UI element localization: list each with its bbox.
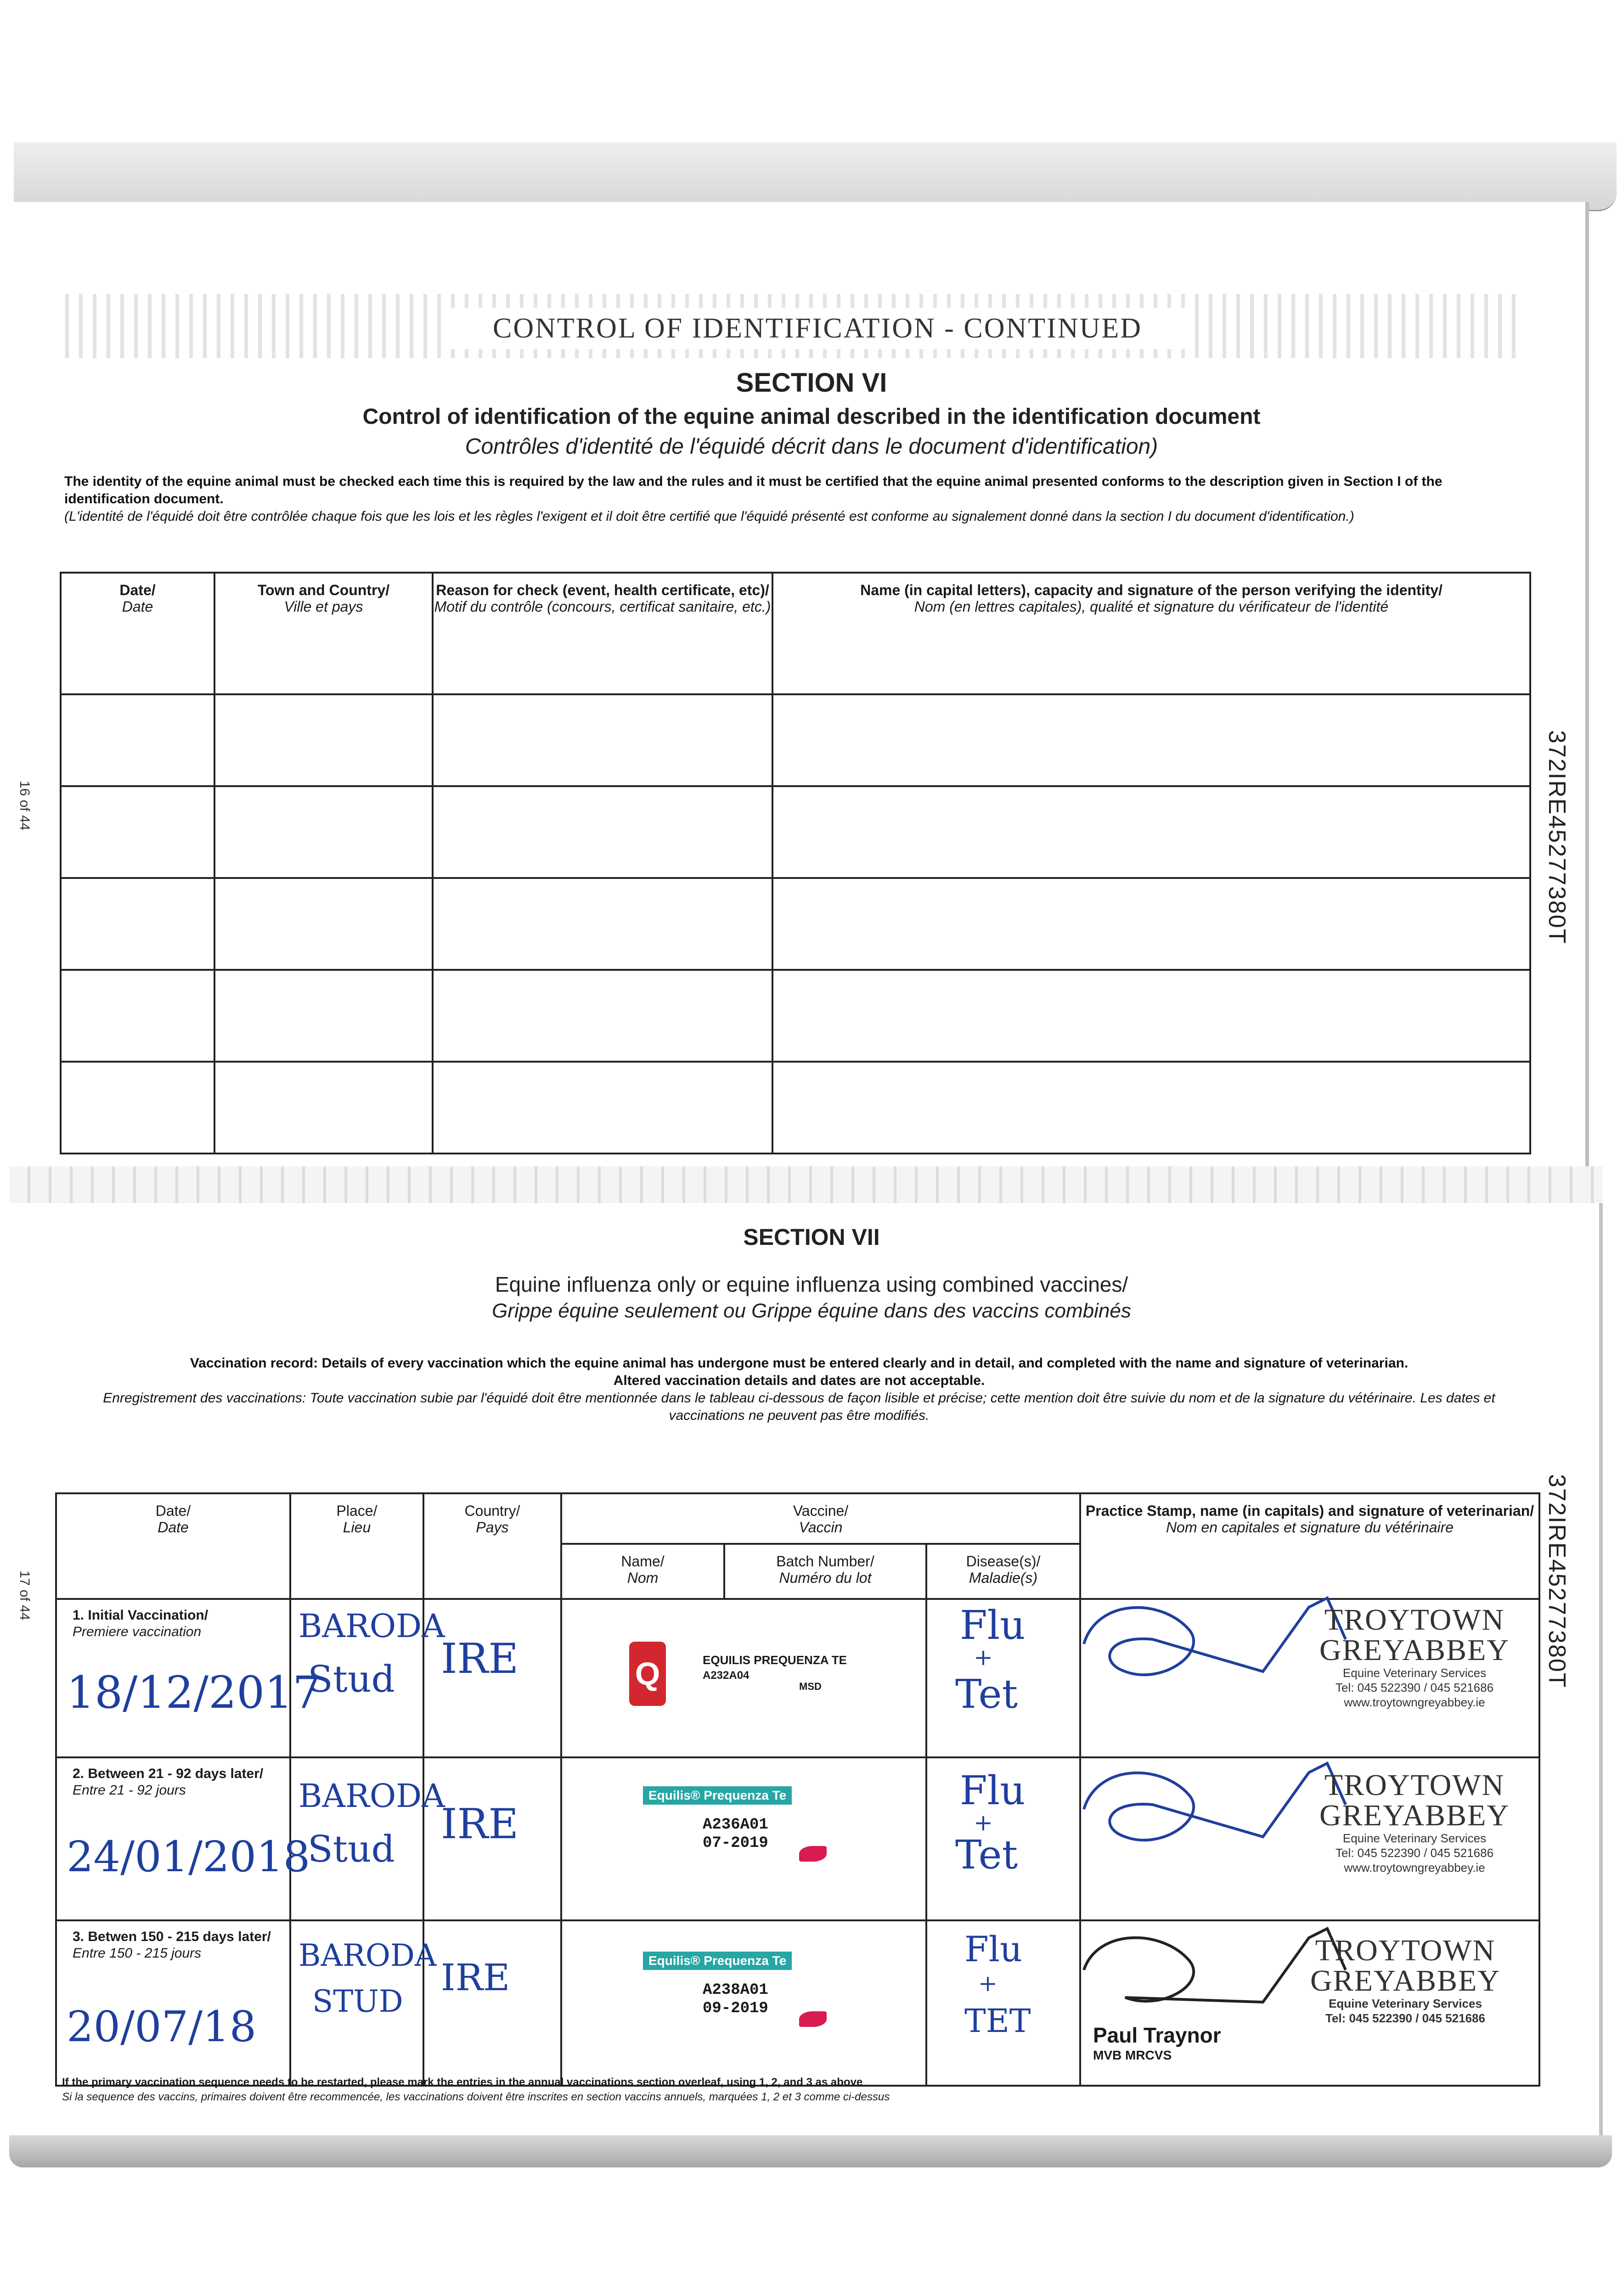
handwritten-disease: + [978,1970,997,1997]
empty-cell[interactable] [772,1062,1530,1154]
section-banner-title: CONTROL OF IDENTIFICATION - CONTINUED [450,308,1185,349]
vaccine-sticker [625,1630,882,1717]
handwritten-place: BARODA [299,1777,445,1815]
practice-stamp: TROYTOWN GREYABBEY Equine Veterinary Services Tel: 045 522390 / 045 521686 www.troytowngreyabbey.ie [1319,1603,1510,1709]
handwritten-country: IRE [441,1956,510,1999]
page-number-upper: 16 of 44 [17,781,32,831]
vaccine-name: Equilis® Prequenza Te [643,1952,792,1970]
handwritten-date: 18/12/2017 [67,1667,321,1718]
empty-cell[interactable] [433,878,772,970]
section-7-subtitle-fr: Grippe équine seulement ou Grippe équine dans des vaccins combinés [492,1300,1131,1322]
table-header-row [61,573,1530,694]
handwritten-country: IRE [441,1800,519,1848]
empty-cell[interactable] [61,878,214,970]
vaccine-name: EQUILIS PREQUENZA TE [703,1653,847,1667]
passport-id-upper: 372IRE45277380T [1544,730,1570,945]
handwritten-place: BARODA [299,1938,437,1973]
col-date: Date/ Date [61,573,214,694]
col-vacc-place: Place/ Lieu [290,1493,423,1599]
handwritten-disease: + [974,1644,993,1671]
handwritten-disease: Flu [960,1768,1026,1814]
col-disease: Disease(s)/ Maladie(s) [926,1544,1080,1599]
identification-check-table [60,572,1531,1154]
handwritten-place: STUD [312,1984,403,2019]
table-row [61,970,1530,1062]
table-row [61,694,1530,786]
vaccine-maker: MSD [799,1681,822,1692]
vaccine-mark [799,2011,827,2027]
section-7-intro-en2: Altered vaccination details and dates are not acceptable. [613,1373,985,1388]
col-practice-stamp: Practice Stamp, name (in capitals) and signature of veterinarian/ Nom en capitales et signature du vétérinaire [1080,1493,1539,1599]
section-6-title: SECTION VI [736,368,887,398]
practice-stamp: TROYTOWN GREYABBEY Equine Veterinary Services Tel: 045 522390 / 045 521686 [1310,1934,1501,2025]
empty-cell[interactable] [61,970,214,1062]
section-7-intro [64,1355,1534,1424]
row-label: 3. Betwen 150 - 215 days later/ Entre 150 - 215 jours [73,1929,271,1961]
vaccination-header-row [56,1493,1539,1544]
empty-cell[interactable] [772,970,1530,1062]
table-row [61,878,1530,970]
empty-cell[interactable] [772,878,1530,970]
col-verifier: Name (in capital letters), capacity and signature of the person verifying the identity/ Nom (en lettres capitales), qualité et signature du vérificateur de l'identité [772,573,1530,694]
passport-id-lower: 372IRE45277380T [1544,1474,1570,1688]
empty-cell[interactable] [772,786,1530,878]
section-6-intro-fr: (L'identité de l'équidé doit être contrôlée chaque fois que les lois et les règles l'exigent et il doit être certifié que l'équidé présenté est conforme au signalement donné dans la section I du document d'identification.) [64,509,1354,524]
vaccine-batch: A232A04 [703,1669,750,1682]
section-6-intro-en: The identity of the equine animal must be checked each time this is required by the law and the rules and it must be certified that the equine animal presented conforms to the description given in Section I of the identification document. [64,474,1443,506]
vaccine-mark [799,1846,827,1862]
handwritten-disease: Flu [964,1929,1022,1970]
passport-bottom-edge [9,2135,1612,2167]
vaccine-batch: A236A01 [703,1816,768,1834]
col-reason: Reason for check (event, health certificate, etc)/ Motif du contrôle (concours, certificat sanitaire, etc.) [433,573,772,694]
col-batch-number: Batch Number/ Numéro du lot [724,1544,926,1599]
empty-cell[interactable] [433,970,772,1062]
section-6-intro [64,473,1506,525]
table-row [61,1062,1530,1154]
col-vacc-country: Country/ Pays [423,1493,561,1599]
vet-qualifications: MVB MRCVS [1093,2048,1172,2062]
table-row [61,786,1530,878]
vaccine-sticker [643,1786,863,1878]
handwritten-place: Stud [308,1658,395,1700]
row-label: 1. Initial Vaccination/ Premiere vaccination [73,1608,209,1639]
empty-cell[interactable] [214,694,433,786]
footnote-fr: Si la sequence des vaccins, primaires doivent être recommencée, les vaccinations doivent être inscrites en section vaccins annuels, marquées 1, 2 et 3 comme ci-dessus [62,2091,890,2103]
row-label: 2. Between 21 - 92 days later/ Entre 21 - 92 jours [73,1766,264,1798]
handwritten-country: IRE [441,1635,519,1683]
handwritten-date: 24/01/2018 [67,1832,310,1881]
section-6-subtitle-en: Control of identification of the equine animal described in the identification document [362,405,1261,429]
col-vacc-date: Date/ Date [56,1493,290,1599]
section-6-subtitle-fr: Contrôles d'identité de l'équidé décrit dans le document d'identification) [465,434,1158,459]
empty-cell[interactable] [433,694,772,786]
scan-background [0,0,1623,152]
vaccine-expiry: 07-2019 [703,1835,768,1852]
handwritten-place: Stud [308,1828,395,1870]
empty-cell[interactable] [61,1062,214,1154]
vaccine-name: Equilis® Prequenza Te [643,1786,792,1805]
handwritten-disease: Tet [955,1832,1018,1878]
practice-stamp: TROYTOWN GREYABBEY Equine Veterinary Services Tel: 045 522390 / 045 521686 www.troytowngreyabbey.ie [1319,1768,1510,1874]
empty-cell[interactable] [772,694,1530,786]
empty-cell[interactable] [214,970,433,1062]
empty-cell[interactable] [61,786,214,878]
col-town-country: Town and Country/ Ville et pays [214,573,433,694]
section-7-title: SECTION VII [743,1224,880,1250]
handwritten-place: BARODA [299,1607,445,1645]
empty-cell[interactable] [433,786,772,878]
footnote-en: If the primary vaccination sequence needs to be restarted, please mark the entries in the annual vaccinations section overleaf, using 1, 2, and 3 as above [62,2076,863,2088]
handwritten-disease: Tet [955,1671,1018,1717]
vet-name: Paul Traynor [1093,2023,1221,2047]
col-vaccine-name: Name/ Nom [561,1544,724,1599]
equilis-q-logo: Q [629,1642,666,1706]
handwritten-disease: Flu [960,1603,1026,1649]
empty-cell[interactable] [214,878,433,970]
vaccine-sticker [643,1952,863,2043]
section-7-subtitle-en: Equine influenza only or equine influenza using combined vaccines/ [495,1272,1128,1296]
section-7-intro-en: Vaccination record: Details of every vaccination which the equine animal has undergone must be entered clearly and in detail, and completed with the name and signature of veterinarian. [190,1356,1409,1371]
vaccine-expiry: 09-2019 [703,2000,768,2017]
vaccine-batch: A238A01 [703,1981,768,1999]
handwritten-disease: TET [964,2002,1031,2040]
empty-cell[interactable] [61,694,214,786]
handwritten-disease: + [974,1809,993,1836]
empty-cell[interactable] [433,1062,772,1154]
empty-cell[interactable] [214,1062,433,1154]
passport-cover-edge [14,142,1617,211]
empty-cell[interactable] [214,786,433,878]
page-number-lower: 17 of 44 [17,1570,32,1621]
col-vaccine: Vaccine/ Vaccin [561,1493,1080,1544]
section-7-intro-fr: Enregistrement des vaccinations: Toute vaccination subie par l'équidé doit être mentionnée dans le tableau ci-dessous de façon lisible et précise; cette mention doit être suivie du nom et de la signature du vétérinaire. Les dates et vaccinations ne peuvent pas être modifiés. [103,1390,1495,1423]
handwritten-date: 20/07/18 [67,2002,257,2051]
